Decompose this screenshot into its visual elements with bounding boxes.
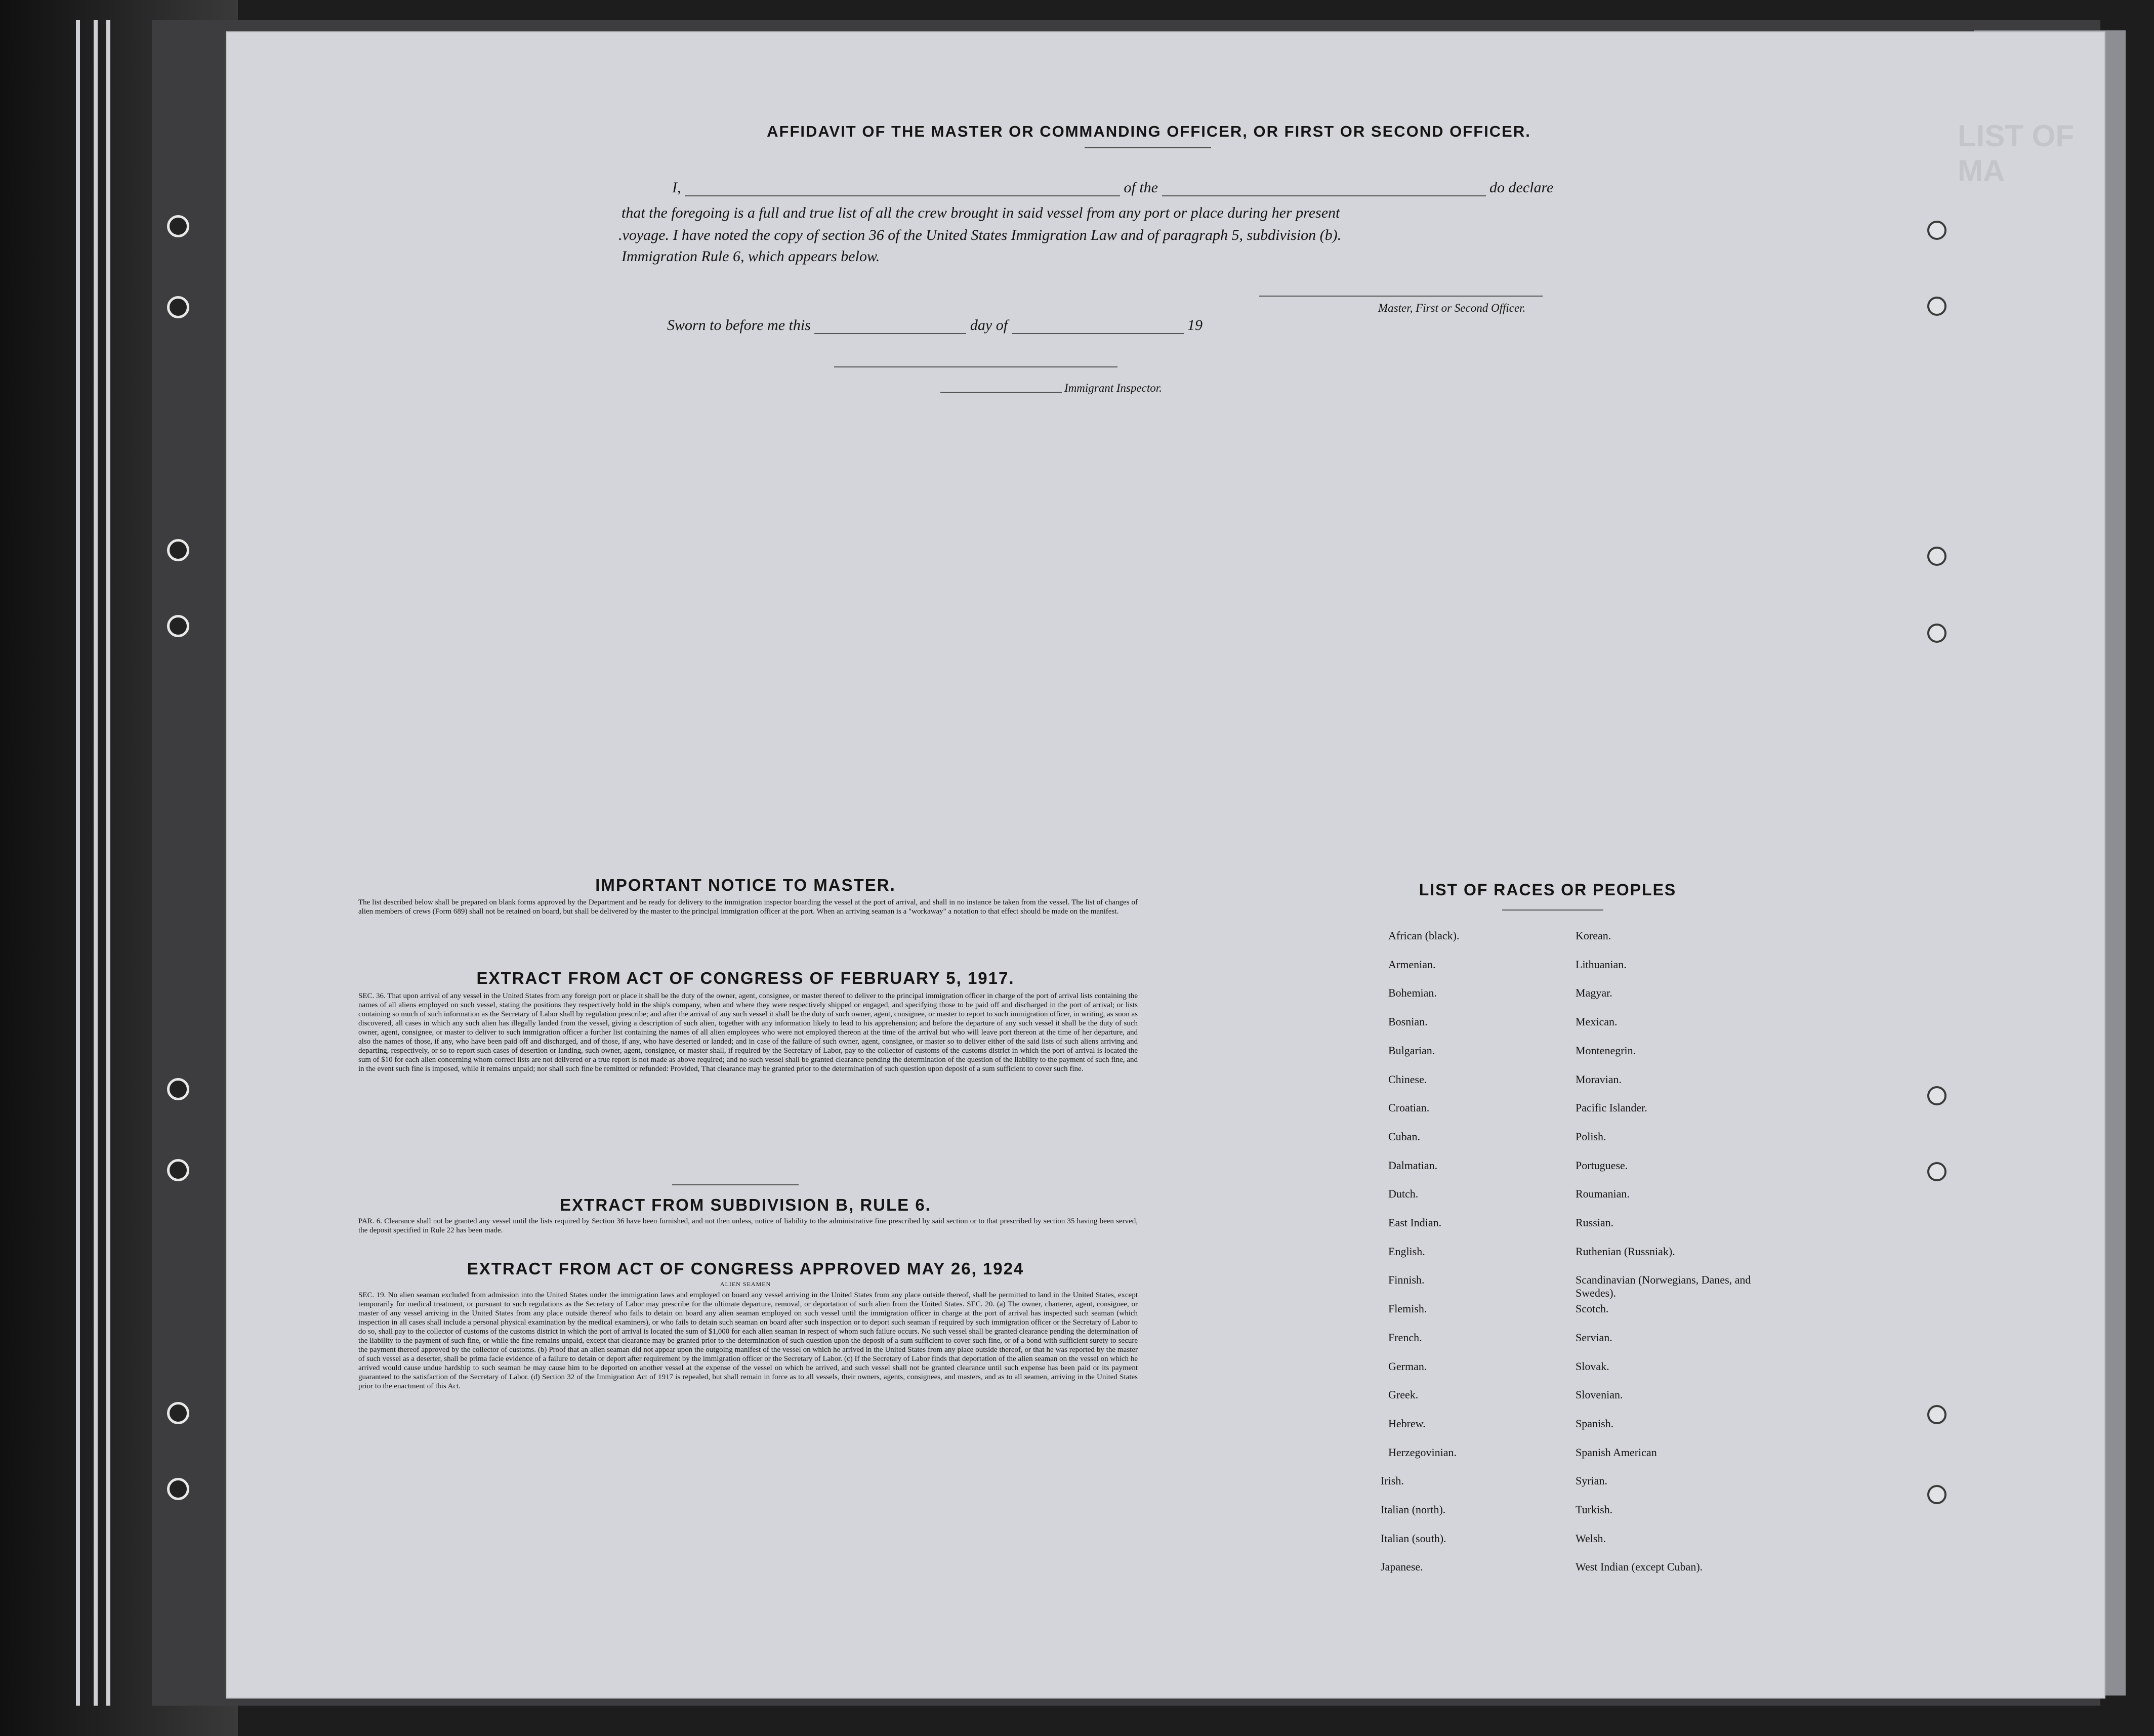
- vessel-name-field[interactable]: [1162, 195, 1486, 196]
- signature-line[interactable]: [1259, 296, 1543, 297]
- signature-label: Master, First or Second Officer.: [1378, 302, 1526, 314]
- punch-hole-icon: [1927, 221, 1946, 240]
- sworn-text: Sworn to before me this: [667, 317, 811, 334]
- inspector-name-line[interactable]: [940, 392, 1062, 393]
- inspector-label: Immigrant Inspector.: [1064, 382, 1162, 394]
- punch-hole-icon: [1927, 1485, 1946, 1504]
- affidavit-i: I,: [672, 179, 681, 196]
- punch-hole-icon: [1927, 547, 1946, 566]
- section-divider: [672, 1184, 799, 1185]
- extract-rule6-title: EXTRACT FROM SUBDIVISION B, RULE 6.: [560, 1195, 931, 1214]
- race-item: Japanese.: [1381, 1560, 1423, 1574]
- race-item: Italian (south).: [1381, 1532, 1446, 1545]
- race-item: Moravian.: [1576, 1072, 1622, 1086]
- race-item: Servian.: [1576, 1331, 1612, 1344]
- race-item: Mexican.: [1576, 1015, 1618, 1028]
- race-item: Armenian.: [1388, 958, 1436, 971]
- binder-ring-icon: [167, 1478, 189, 1500]
- race-item: Turkish.: [1576, 1503, 1613, 1516]
- race-item: Scotch.: [1576, 1302, 1609, 1315]
- title-divider: [1085, 147, 1211, 148]
- punch-hole-icon: [1927, 624, 1946, 643]
- race-item: Italian (north).: [1381, 1503, 1446, 1516]
- race-item: Portuguese.: [1576, 1159, 1628, 1172]
- affidavit-do-declare: do declare: [1489, 179, 1554, 196]
- extract-1924-body: SEC. 19. No alien seaman excluded from admission into the United States under the immigration laws and employed on board any vessel arriving in the United States from any place outside thereof, shall be permitted to land in the United States, except temporarily for medical treatment, or pursuant to such regulations as the Secretary of Labor may prescribe for the ultimate departure, removal, or deportation of such alien from the United States. SEC. 20. (a) The owner, charterer, agent, consignee, or master of any vessel arriving in the United States from any place outside thereof who fails to detain on board any alien seaman employed on such vessel until the immigration officer in charge at the port of arrival has inspected such seaman (which inspection in all cases shall include a personal physical examination by the medical examiners), or who fails to detain such seaman on board after such inspection or to deport such seaman if required by such immigration officer or the Secretary of Labor to do so, shall pay to the collector of customs of the customs district in which the port of arrival is located the sum of $1,000 for each alien seaman in respect of whom such failure occurs. No such vessel shall be granted clearance pending the determination of the liability to the payment of such fine, or while the fine remains unpaid, except that clearance may be granted prior to the determination of such question upon the deposit of a sum sufficient to cover such fine, or of a bond with sufficient surety to secure the payment thereof approved by the collector of customs. (b) Proof that an alien seaman did not appear upon the outgoing manifest of the vessel on which he arrived in the United States from any place outside thereof, or that he was reported by the master of such vessel as a deserter, shall be prima facie evidence of a failure to detain or deport after requirement by the immigration officer or the Secretary of Labor. (c) If the Secretary of Labor finds that deportation of the alien seaman on the vessel on which he arrived would cause undue hardship to such seaman he may cause him to be deported on another vessel at the expense of the vessel on which he arrived, and such vessel shall not be granted clearance until such expense has been paid or its payment guaranteed to the satisfaction of the Secretary of Labor. (d) Section 32 of the Immigration Act of 1917 is repealed, but shall remain in force as to all vessels, their owners, agents, consignees, and masters, and as to all seamen, arriving in the United States prior to the enactment of this Act.: [358, 1291, 1138, 1390]
- races-title: LIST OF RACES OR PEOPLES: [1419, 881, 1677, 899]
- race-item: Dalmatian.: [1388, 1159, 1438, 1172]
- race-item: Flemish.: [1388, 1302, 1427, 1315]
- race-item: Magyar.: [1576, 986, 1612, 1000]
- race-item: Herzegovinian.: [1388, 1445, 1457, 1459]
- extract-1917-body: SEC. 36. That upon arrival of any vessel in the United States from any foreign port or place it shall be the duty of the owner, agent, consignee, or master thereof to deliver to the principal immigration officer in charge of the port of arrival lists containing the names of all aliens employed on such vessel, stating the positions they respectively hold in the ship's company, when and where they were respectively shipped or engaged, and specifying those to be paid off and discharged in the port of arrival; or lists containing so much of such information as the Secretary of Labor shall by regulation prescribe; and after the arrival of any such vessel it shall be the duty of such owner, agent, consignee, or master to report to such immigration officer, in writing, as soon as discovered, all cases in which any such alien has illegally landed from the vessel, giving a description of such alien, together with any information likely to lead to his apprehension; and before the departure of any such vessel it shall be the duty of such owner, agent, consignee, or master to deliver to such immigration officer a further list containing the names of all alien employees who were not employed thereon at the time of the arrival but who will leave port thereon at the time of her departure, and also the names of those, if any, who have been paid off and discharged, and of those, if any, who have deserted or landed; and in case of the failure of such owner, agent, consignee, or master so to deliver either of the said lists of such aliens arriving and departing, respectively, or so to report such cases of desertion or landing, such owner, agent, consignee, or master shall, if required by the Secretary of Labor, pay to the collector of customs of the customs district in which the port of arrival is located the sum of $10 for each alien concerning whom correct lists are not delivered or a true report is not made as above required; and no such vessel shall be granted clearance pending the determination of the question of the liability to the payment of such fine, and in the event such fine is imposed, while it remains unpaid; nor shall such fine be remitted or refunded: Provided, That clearance may be granted prior to the determination of such question upon deposit of a sum sufficient to cover such fine.: [358, 992, 1138, 1073]
- race-item: Syrian.: [1576, 1474, 1607, 1487]
- year-prefix: 19: [1187, 317, 1203, 334]
- binder-page-edge: [106, 20, 110, 1706]
- document-page: [227, 32, 2104, 1698]
- race-item: Korean.: [1576, 929, 1611, 942]
- race-item: Cuban.: [1388, 1130, 1420, 1143]
- extract-rule6-body: PAR. 6. Clearance shall not be granted any vessel until the lists required by Section 36 have been furnished, and not then unless, notice of liability to the administrative fine prescribed by said section or to that prescribed by section 35 having been served, the deposit specified in Rule 22 has been made.: [358, 1217, 1138, 1234]
- race-item: Bohemian.: [1388, 986, 1437, 1000]
- binder-page-edge: [94, 20, 98, 1706]
- sworn-line: [667, 317, 1203, 334]
- race-item: Slovenian.: [1576, 1388, 1623, 1401]
- race-item: Bosnian.: [1388, 1015, 1428, 1028]
- binder-ring-icon: [167, 1078, 189, 1100]
- race-item: Spanish.: [1576, 1417, 1614, 1430]
- race-item: Welsh.: [1576, 1532, 1606, 1545]
- affidavit-of-the: of the: [1124, 179, 1158, 196]
- race-item: Slovak.: [1576, 1359, 1609, 1373]
- binder-page-edge: [76, 20, 80, 1706]
- race-item: East Indian.: [1388, 1216, 1442, 1229]
- binder-ring-icon: [167, 296, 189, 318]
- races-divider: [1502, 910, 1603, 911]
- master-name-field[interactable]: [685, 195, 1120, 196]
- race-item: French.: [1388, 1331, 1422, 1344]
- race-item: Greek.: [1388, 1388, 1419, 1401]
- race-item: Russian.: [1576, 1216, 1614, 1229]
- race-item: Irish.: [1381, 1474, 1404, 1487]
- binder-ring-icon: [167, 539, 189, 561]
- sworn-month-field[interactable]: [1012, 333, 1184, 334]
- race-item: Chinese.: [1388, 1072, 1427, 1086]
- inspector-signature-line[interactable]: [834, 366, 1117, 367]
- extract-1924-title: EXTRACT FROM ACT OF CONGRESS APPROVED MAY 26, 1924: [467, 1259, 1024, 1278]
- race-item: Dutch.: [1388, 1187, 1419, 1201]
- notice-body: The list described below shall be prepared on blank forms approved by the Department and be ready for delivery to the immigration inspector boarding the vessel at the port of arrival, and shall in no instance be taken from the vessel. The list of changes of alien members of crews (Form 689) shall not be retained on board, but shall be delivered by the master to the principal immigration officer at the port. When an arriving seaman is a "workaway" a notation to that effect should be made on the manifest.: [358, 898, 1138, 916]
- binder-ring-icon: [167, 615, 189, 637]
- race-item: Ruthenian (Russniak).: [1576, 1245, 1675, 1258]
- extract-1917-title: EXTRACT FROM ACT OF CONGRESS OF FEBRUARY 5, 1917.: [476, 969, 1015, 987]
- race-item: English.: [1388, 1245, 1425, 1258]
- race-item: Roumanian.: [1576, 1187, 1630, 1201]
- punch-hole-icon: [1927, 1162, 1946, 1181]
- affidavit-line-1: [672, 179, 1553, 196]
- race-item: Lithuanian.: [1576, 958, 1627, 971]
- binder-ring-icon: [167, 215, 189, 237]
- race-item: Croatian.: [1388, 1101, 1430, 1114]
- race-item: West Indian (except Cuban).: [1576, 1560, 1703, 1574]
- punch-hole-icon: [1927, 1405, 1946, 1424]
- affidavit-title: AFFIDAVIT OF THE MASTER OR COMMANDING OFFICER, OR FIRST OR SECOND OFFICER.: [767, 122, 1531, 140]
- binder-ring-icon: [167, 1159, 189, 1181]
- punch-hole-icon: [1927, 297, 1946, 316]
- race-item: Bulgarian.: [1388, 1044, 1435, 1057]
- bleed-through-text: LIST OF MA: [1958, 119, 2074, 188]
- race-item: Finnish.: [1388, 1273, 1425, 1287]
- affidavit-line-4: Immigration Rule 6, which appears below.: [622, 248, 880, 265]
- race-item: Scandinavian (Norwegians, Danes, and Swedes).: [1576, 1273, 1751, 1300]
- affidavit-line-3: .voyage. I have noted the copy of section 36 of the United States Immigration Law and of paragraph 5, subdivision (b).: [618, 227, 1342, 243]
- binder-ring-icon: [167, 1402, 189, 1424]
- sworn-day-field[interactable]: [814, 333, 966, 334]
- affidavit-line-2: that the foregoing is a full and true list of all the crew brought in said vessel from any port or place during her present: [622, 204, 1340, 221]
- race-item: Montenegrin.: [1576, 1044, 1636, 1057]
- day-of-text: day of: [970, 317, 1008, 334]
- race-item: Pacific Islander.: [1576, 1101, 1647, 1114]
- extract-1924-subtitle: ALIEN SEAMEN: [720, 1280, 771, 1288]
- race-item: African (black).: [1388, 929, 1460, 942]
- punch-hole-icon: [1927, 1086, 1946, 1105]
- race-item: Hebrew.: [1388, 1417, 1426, 1430]
- race-item: German.: [1388, 1359, 1427, 1373]
- notice-title: IMPORTANT NOTICE TO MASTER.: [595, 876, 896, 894]
- race-item: Polish.: [1576, 1130, 1606, 1143]
- race-item: Spanish American: [1576, 1445, 1657, 1459]
